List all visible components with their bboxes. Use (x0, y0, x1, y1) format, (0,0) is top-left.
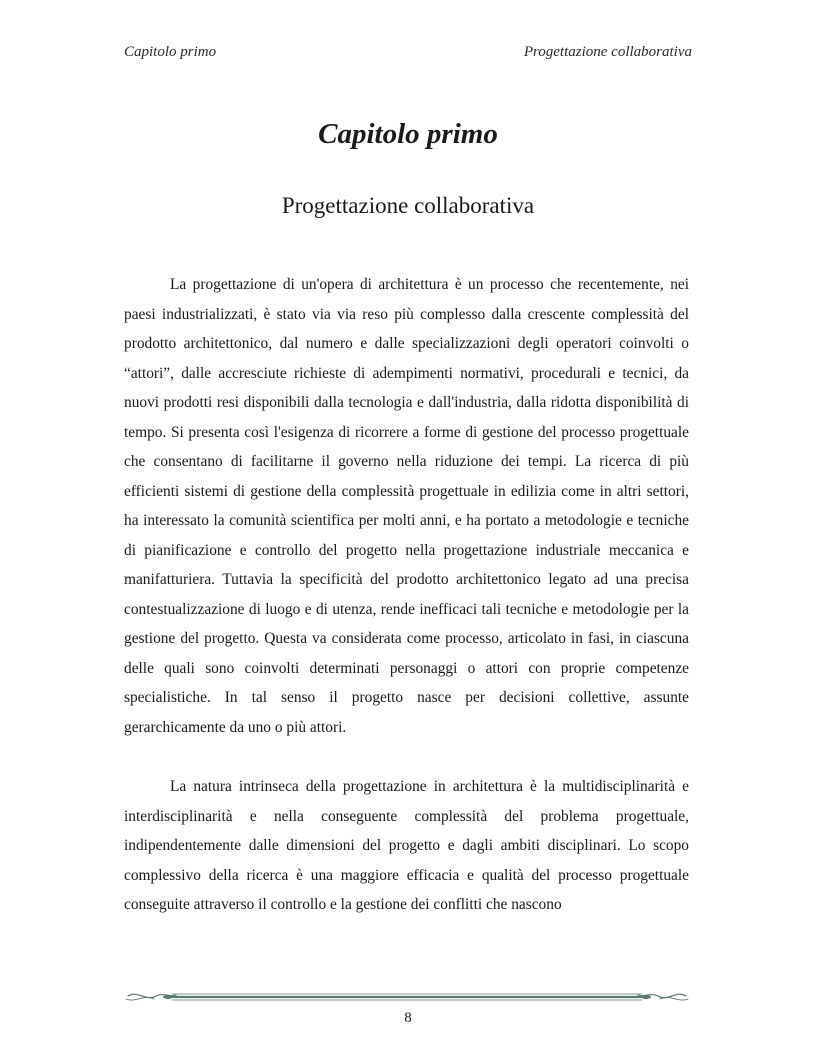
page-number: 8 (404, 1010, 412, 1026)
running-header (124, 44, 692, 66)
chapter-title: Capitolo primo (318, 118, 498, 150)
header-chapter-label: Capitolo primo (124, 44, 217, 60)
body-paragraph: La progettazione di un'opera di architettura è un processo che recentemente, nei paesi industrializzati, è stato via via reso più complesso dalla crescente complessità del prodotto architettonico, dal numero e dalle specializzazioni degli operatori coinvolti o “attori”, dalle accresciute richieste di adempimenti normativi, procedurali e tecnici, da nuovi prodotti resi disponibili dalla tecnologia e dall'industria, dalla ridotta disponibilità di tempo. Si presenta così l'esigenza di ricorrere a forme di gestione del processo progettuale che consentano di facilitarne il governo nella riduzione dei tempi. La ricerca di più efficienti sistemi di gestione della complessità progettuale in edilizia come in altri settori, ha interessato la comunità scientifica per molti anni, e ha portato a metodologie e tecniche di pianificazione e controllo del progetto nella progettazione industriale meccanica e manifatturiera. Tuttavia la specificità del prodotto architettonico legato ad una precisa contestualizzazione di luogo e di utenza, rende inefficaci tali tecniche e metodologie per la gestione del progetto. Questa va considerata come processo, articolato in fasi, in ciascuna delle quali sono coinvolti determinati personaggi o attori con proprie competenze specialistiche. In tal senso il progetto nasce per decisioni collettive, assunte gerarchicamente da uno o più attori. (124, 276, 689, 736)
chapter-subtitle: Progettazione collaborativa (281, 193, 535, 218)
decorative-rule-icon (124, 986, 690, 1008)
body-paragraph: La natura intrinseca della progettazione in architettura è la multidisciplinarità e interdisciplinarità e nella conseguente complessità del problema progettuale, indipendentemente dalle dimensioni del progetto e dagli ambiti disciplinari. Lo scopo complessivo della ricerca è una maggiore efficacia e qualità del processo progettuale conseguite attraverso il controllo e la gestione dei conflitti che nascono (124, 778, 689, 913)
header-section-label: Progettazione collaborativa (523, 44, 692, 60)
